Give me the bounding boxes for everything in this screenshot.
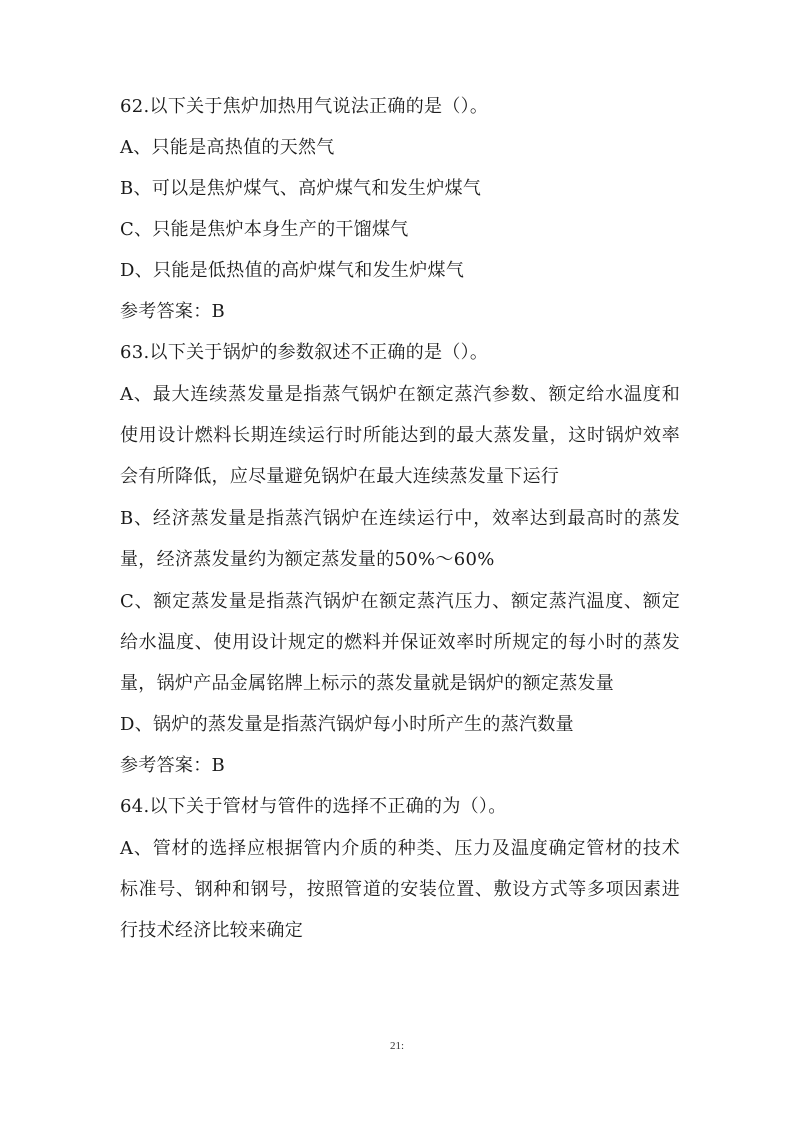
question-63-option-c: C、额定蒸发量是指蒸汽锅炉在额定蒸汽压力、额定蒸汽温度、额定给水温度、使用设计规定的燃料并保证效率时所规定的每小时的蒸发量，锅炉产品金属铭牌上标示的蒸发量就是锅炉的额定蒸发量 — [120, 591, 680, 694]
question-62-answer: 参考答案：B — [120, 301, 226, 322]
question-63-answer: 参考答案：B — [120, 755, 226, 776]
question-63-stem: 63.以下关于锅炉的参数叙述不正确的是（）。 — [120, 342, 489, 363]
question-62-option-c: C、只能是焦炉本身生产的干馏煤气 — [120, 219, 409, 240]
question-62-option-a: A、只能是高热值的天然气 — [120, 137, 335, 158]
question-63-option-a: A、最大连续蒸发量是指蒸气锅炉在额定蒸汽参数、额定给水温度和使用设计燃料长期连续运行时所能达到的最大蒸发量，这时锅炉效率会有所降低，应尽量避免锅炉在最大连续蒸发量下运行 — [120, 384, 680, 487]
question-64-stem: 64.以下关于管材与管件的选择不正确的为（）。 — [120, 796, 507, 817]
page-number: 21: — [389, 1040, 405, 1052]
document-body — [120, 97, 680, 962]
question-62-option-d: D、只能是低热值的高炉煤气和发生炉煤气 — [120, 260, 465, 281]
question-62-stem: 62.以下关于焦炉加热用气说法正确的是（）。 — [120, 96, 489, 117]
question-62-option-b: B、可以是焦炉煤气、高炉煤气和发生炉煤气 — [120, 178, 482, 199]
question-63-option-b: B、经济蒸发量是指蒸汽锅炉在连续运行中，效率达到最高时的蒸发量，经济蒸发量约为额定蒸发量的50%～60% — [120, 508, 680, 570]
question-64-option-a: A、管材的选择应根据管内介质的种类、压力及温度确定管材的技术标准号、钢种和钢号，按照管道的安装位置、敷设方式等多项因素进行技术经济比较来确定 — [120, 838, 680, 941]
question-63-option-d: D、锅炉的蒸发量是指蒸汽锅炉每小时所产生的蒸汽数量 — [120, 714, 574, 735]
